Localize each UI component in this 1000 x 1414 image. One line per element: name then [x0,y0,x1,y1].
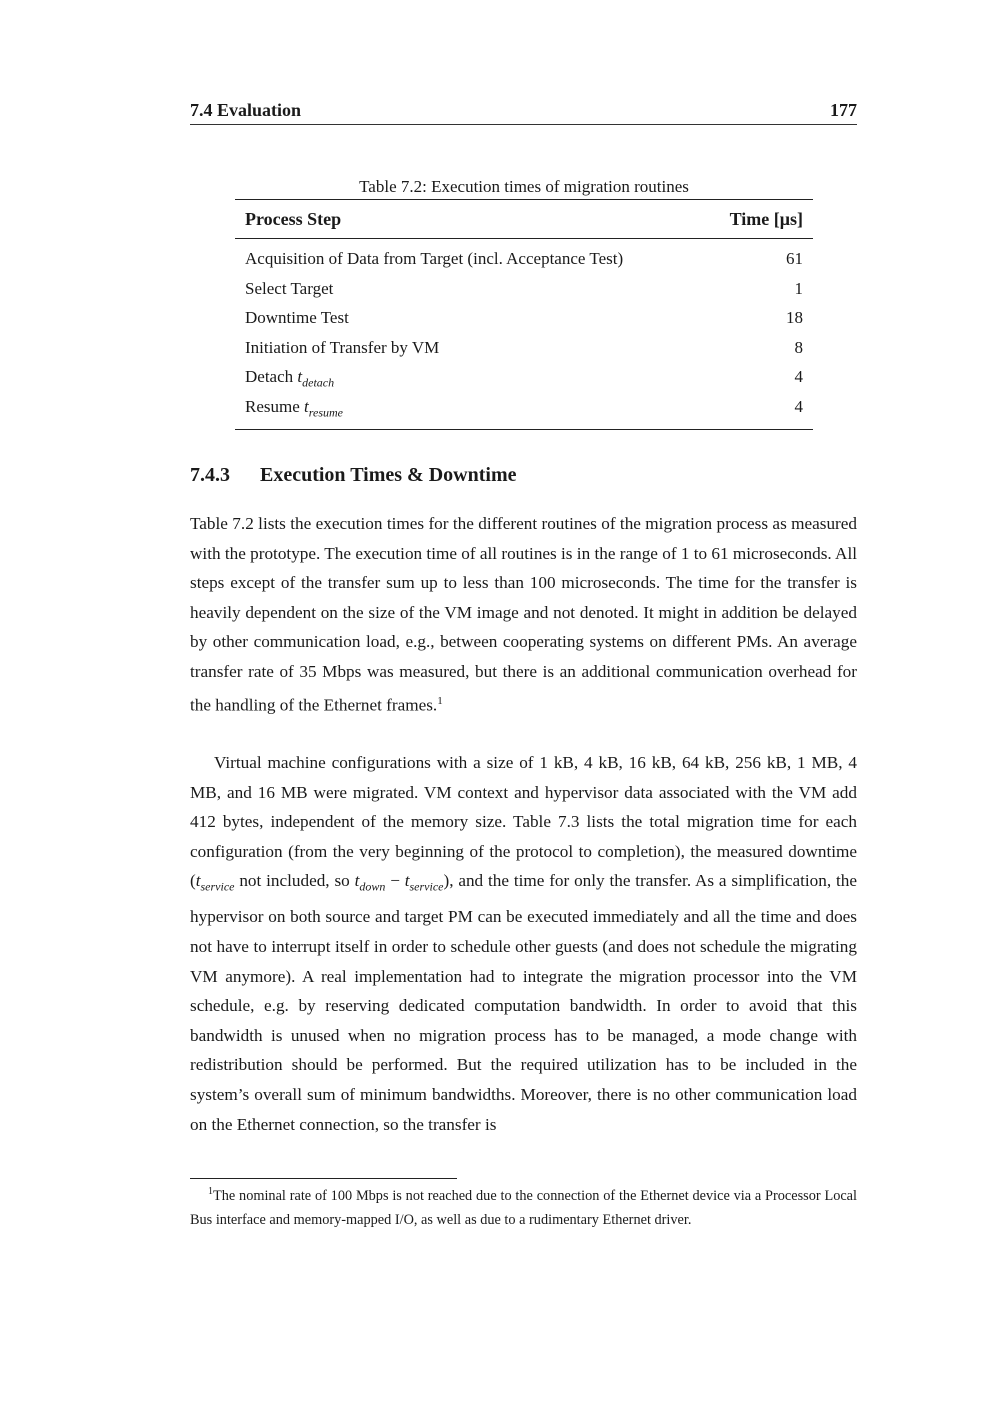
table-row [235,393,813,423]
row-time: 4 [794,396,803,416]
table-body [235,239,813,430]
row-time: 1 [794,278,803,298]
footnote [190,1180,857,1232]
math-subscript: detach [302,375,335,390]
table-caption: Table 7.2: Execution times of migration routines [359,177,689,196]
row-step: Initiation of Transfer by VM [245,337,440,357]
table-header-row [235,200,813,239]
math-subscript-down: down [359,879,386,894]
row-step-label: Detach [245,367,294,387]
header-process-step: Process Step [245,209,342,229]
row-step-label: Resume [245,396,300,416]
paragraph-2-part2: not included, so [234,871,355,891]
running-head [190,98,857,125]
table-row [235,275,813,305]
math-var-t: t [297,367,303,387]
row-step: Downtime Test [245,308,349,328]
paragraph-1 [190,509,857,720]
section-heading [190,464,516,487]
math-var-t: t [195,871,201,891]
row-step: Acquisition of Data from Target (incl. Acceptance Test) [245,249,624,268]
math-subscript-service: service [409,879,444,894]
math-var-t: t [304,396,309,416]
execution-times-table [235,199,813,430]
section-title: Execution Times & Downtime [260,464,517,486]
footnote-mark: 1 [208,1186,213,1197]
running-head-section: 7.4 Evaluation [190,100,302,120]
footnote-reference[interactable]: 1 [437,694,443,707]
section-number: 7.4.3 [190,464,230,486]
math-var-t: t [404,871,410,891]
row-step: Select Target [245,278,334,298]
row-time: 18 [786,308,803,328]
footnote-rule [190,1178,457,1179]
row-time: 8 [794,337,803,357]
table-row [235,363,813,393]
table-row [235,334,813,364]
page-number: 177 [830,100,857,120]
math-minus: − [385,871,405,891]
row-time: 4 [794,367,803,387]
header-time: Time [μs] [729,209,803,229]
math-subscript: resume [308,405,343,420]
row-step [245,367,334,390]
row-step [245,397,343,420]
paragraph-1-text: Table 7.2 lists the execution times for the different routines of the migration process as measured with the prototype. The execution time of all routines is in the range of 1 to 61 microseconds. All steps except of the transfer sum up to less than 100 microseconds. The time for the transfer is heavily dependent on the size of the VM image and not denoted. It might in addition be delayed by other communication load, e.g., between cooperating systems on different PMs. An average transfer rate of 35 Mbps was measured, but there is an additional communication overhead for the handling of the Ethernet frames. [190,514,857,715]
math-subscript-service: service [200,879,235,894]
paragraph-2-part1: Virtual machine configurations with a size of 1 kB, 4 kB, 16 kB, 64 kB, 256 kB, 1 MB, 4 MB, and 16 MB were migrated. VM context and hypervisor data associated with the VM add 412 bytes, independent of the memory size. Table 7.3 lists the total migration time for each configuration (from the very beginning of the protocol to completion), the measured downtime ( [190,753,857,891]
row-time: 61 [786,249,803,268]
table-row [235,304,813,334]
paragraph-2-part3: ), and the time for only the transfer. As a simplification, the hypervisor on both source and target PM can be executed immediately and all the time and does not have to interrupt itself in order to schedule other guests (and does not schedule the migrating VM anymore). A real implementation had to integrate the migration processor into the VM schedule, e.g. by reserving dedicated computation bandwidth. In order to avoid that this bandwidth is unused when no migration process has to be managed, a mode change with redistribution should be performed. But the required utilization has to be included in the system’s overall sum of minimum bandwidths. Moreover, there is no other communication load on the Ethernet connection, so the transfer is [190,871,857,1134]
math-var-t: t [354,871,360,891]
table-row [235,245,813,275]
footnote-text: The nominal rate of 100 Mbps is not reached due to the connection of the Ethernet device via a Processor Local Bus interface and memory-mapped I/O, as well as due to a rudimentary Ethernet driver. [190,1187,857,1228]
paragraph-2 [190,748,857,1139]
